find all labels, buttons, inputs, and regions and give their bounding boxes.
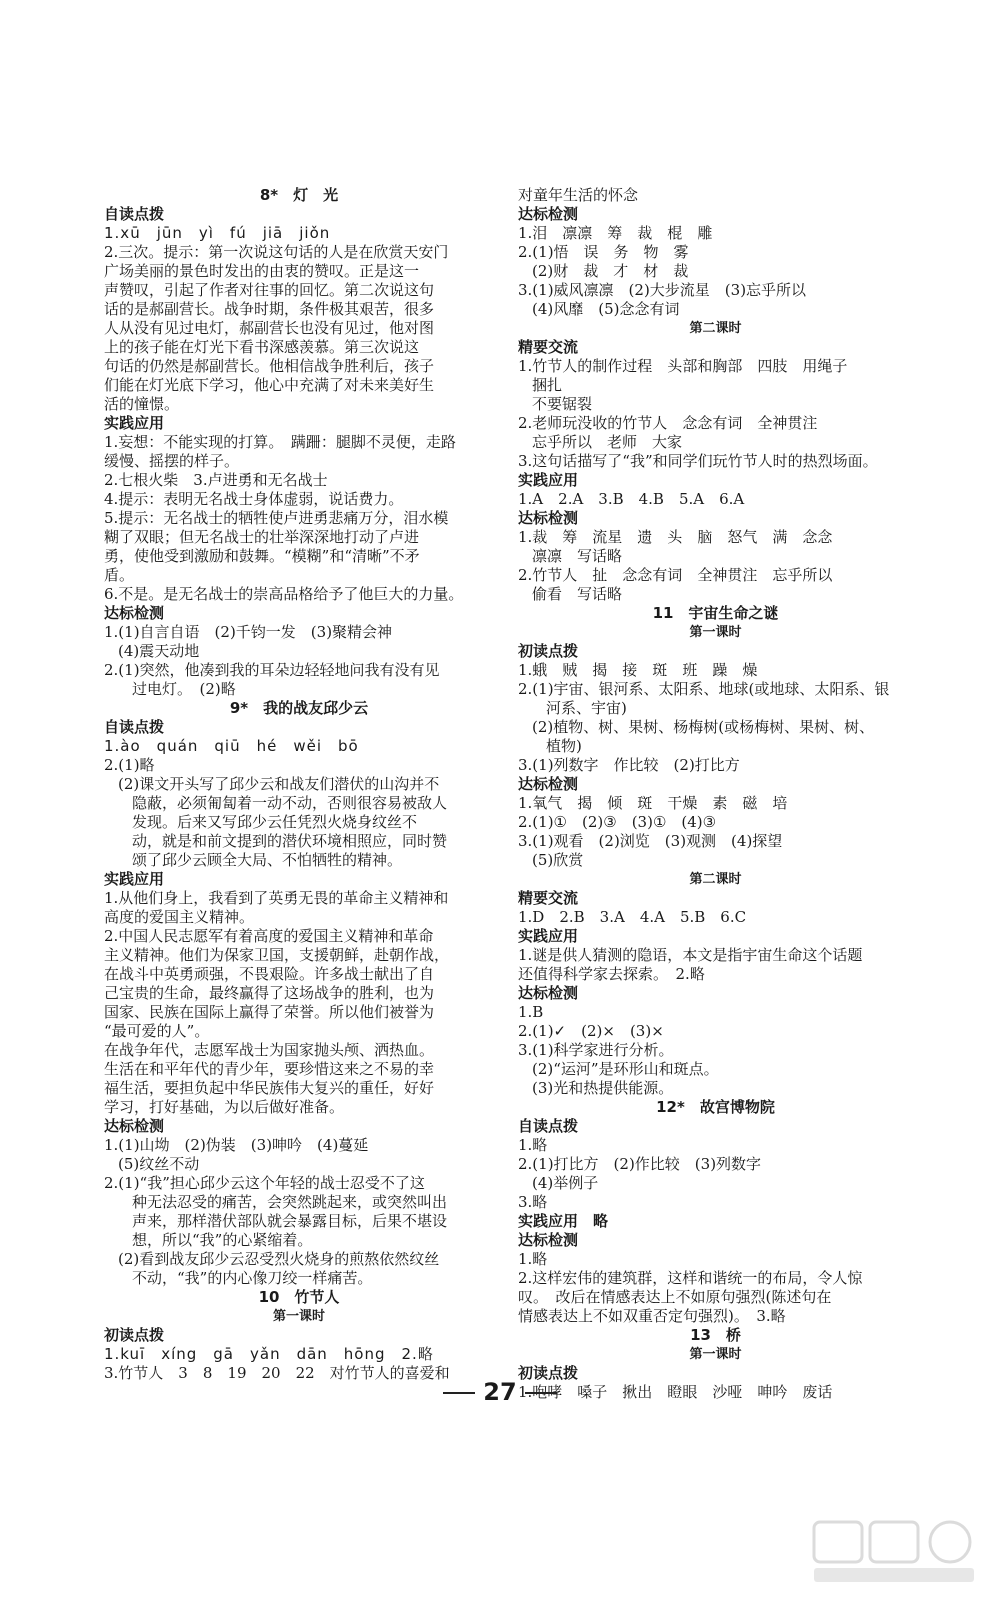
answer-line-indented: 过电灯。 (2)略 <box>132 680 236 698</box>
answer-line: 学习，打好基础，为以后做好准备。 <box>104 1098 345 1116</box>
answer-line: 国家、民族在国际上赢得了荣誉。所以他们被誉为 <box>104 1003 435 1021</box>
section-heading: 实践应用 <box>104 414 165 432</box>
section-heading: 达标检测 <box>104 1117 165 1135</box>
section-heading: 达标检测 <box>518 1231 579 1249</box>
answer-line: 2.(1)突然，他凑到我的耳朵边轻轻地问我有没有见 <box>104 661 440 679</box>
answer-line: 1.B <box>518 1003 544 1021</box>
section-heading: 精要交流 <box>518 889 579 907</box>
answer-line: 句话的仍然是郝副营长。他相信战争胜利后，孩子 <box>104 357 435 375</box>
answer-line: 生活在和平年代的青少年，要珍惜这来之不易的幸 <box>104 1060 435 1078</box>
watermark-logo <box>810 1516 980 1586</box>
section-heading: 初读点拨 <box>518 1364 579 1382</box>
answer-line: 6.不是。是无名战士的崇高品格给予了他巨大的力量。 <box>104 585 464 603</box>
section-heading: 初读点拨 <box>104 1326 165 1344</box>
answer-line: 1.A 2.A 3.B 4.B 5.A 6.A <box>518 490 745 508</box>
pinyin-line: 1.ào quán qiū hé wěi bō <box>104 737 359 755</box>
answer-line-indented: (5)欣赏 <box>532 851 584 869</box>
answer-line: 1.氧气 揭 倾 斑 干燥 素 磁 培 <box>518 794 788 812</box>
answer-line: 人从没有见过电灯，郝副营长也没有见过，他对图 <box>104 319 435 337</box>
answer-line-indented: (2)课文开头写了邱少云和战友们潜伏的山沟并不 <box>118 775 440 793</box>
answer-line: 2.这样宏伟的建筑群，这样和谐统一的布局，令人惊 <box>518 1269 863 1287</box>
section-heading: 自读点拨 <box>518 1117 579 1135</box>
subsection-title: 第二课时 <box>689 321 742 336</box>
answer-line: 糊了双眼；但无名战士的壮举深深地打动了卢进 <box>104 528 420 546</box>
answer-line: 情感表达上不如双重否定句强烈)。 3.略 <box>518 1307 786 1325</box>
answer-line: 4.提示：表明无名战士身体虚弱，说话费力。 <box>104 490 404 508</box>
answer-line: 们能在灯光底下学习，他心中充满了对未来美好生 <box>104 376 435 394</box>
answer-line: 1.(1)山坳 (2)伪装 (3)呻吟 (4)蔓延 <box>104 1136 369 1154</box>
answer-line: 1.D 2.B 3.A 4.A 5.B 6.C <box>518 908 747 926</box>
section-heading: 实践应用 <box>518 927 579 945</box>
answer-line: 1.竹节人的制作过程 头部和胸部 四肢 用绳子 <box>518 357 848 375</box>
subsection-title: 第一课时 <box>272 1309 325 1324</box>
answer-line: 3.(1)科学家进行分析。 <box>518 1041 674 1059</box>
subsection-title: 第一课时 <box>689 625 742 640</box>
answer-line: 话的是郝副营长。战争时期，条件极其艰苦，很多 <box>104 300 435 318</box>
answer-line-indented: 偷看 写话略 <box>532 585 623 603</box>
answer-line-indented: 植物) <box>546 737 582 755</box>
page-number-dash-right <box>525 1392 557 1394</box>
answer-line: 1.(1)自言自语 (2)千钧一发 (3)聚精会神 <box>104 623 393 641</box>
answer-line: 叹。 改后在情感表达上不如原句强烈(陈述句在 <box>518 1288 832 1306</box>
section-heading: 达标检测 <box>104 604 165 622</box>
answer-line-indented: 忘乎所以 老师 大家 <box>532 433 683 451</box>
answer-line-indented: 想，所以“我”的心紧缩着。 <box>132 1231 313 1249</box>
answer-line: 盾。 <box>104 566 135 584</box>
answer-line: 2.竹节人 扯 念念有词 全神贯注 忘乎所以 <box>518 566 833 584</box>
subsection-title: 第一课时 <box>689 1347 742 1362</box>
answer-line: 1.略 <box>518 1136 548 1154</box>
answer-line-indented: 发现。后来又写邱少云任凭烈火烧身纹丝不 <box>132 813 418 831</box>
answer-line: 2.老师玩没收的竹节人 念念有词 全神贯注 <box>518 414 818 432</box>
section-heading: 达标检测 <box>518 775 579 793</box>
answer-line-indented: (2)看到战友邱少云忍受烈火烧身的煎熬依然纹丝 <box>118 1250 440 1268</box>
answer-line: 2.(1)悟 误 务 物 雾 <box>518 243 689 261</box>
answer-line: 声赞叹，引起了作者对往事的回忆。第二次说这句 <box>104 281 435 299</box>
answer-line: 2.(1)① (2)③ (3)① (4)③ <box>518 813 717 831</box>
section-heading: 精要交流 <box>518 338 579 356</box>
answer-line: “最可爱的人”。 <box>104 1022 210 1040</box>
section-title: 9* 我的战友邱少云 <box>229 699 369 717</box>
section-heading: 实践应用 略 <box>518 1212 609 1230</box>
page-number-text: 27 <box>483 1378 517 1406</box>
answer-line: 广场美丽的景色时发出的由衷的赞叹。正是这一 <box>104 262 420 280</box>
section-title: 11 宇宙生命之谜 <box>652 604 779 622</box>
answer-line: 3.(1)列数字 作比较 (2)打比方 <box>518 756 740 774</box>
answer-line-indented: 隐蔽，必须匍匐着一动不动，否则很容易被敌人 <box>132 794 448 812</box>
answer-line: 3.这句话描写了“我”和同学们玩竹节人时的热烈场面。 <box>518 452 878 470</box>
pinyin-line: 1.xū jūn yì fú jiā jiǒn <box>104 224 331 242</box>
answer-line-indented: (4)风靡 (5)念念有词 <box>532 300 680 318</box>
page-number-dash-left <box>443 1392 475 1394</box>
answer-line: 2.(1)✓ (2)× (3)× <box>518 1022 664 1040</box>
section-heading: 达标检测 <box>518 205 579 223</box>
section-heading: 达标检测 <box>518 509 579 527</box>
answer-line: 5.提示：无名战士的牺牲使卢进勇悲痛万分，泪水模 <box>104 509 449 527</box>
answer-line: 己宝贵的生命，最终赢得了这场战争的胜利，也为 <box>104 984 435 1002</box>
section-heading: 自读点拨 <box>104 718 165 736</box>
page-number <box>0 1378 1000 1406</box>
answer-line: 高度的爱国主义精神。 <box>104 908 255 926</box>
answer-line: 2.(1)宇宙、银河系、太阳系、地球(或地球、太阳系、银 <box>518 680 890 698</box>
section-heading: 达标检测 <box>518 984 579 1002</box>
answer-line: 3.竹节人 3 8 19 20 22 对竹节人的喜爱和 <box>104 1364 450 1382</box>
answer-line-indented: 不要锯裂 <box>532 395 593 413</box>
answer-line-indented: (4)举例子 <box>532 1174 599 1192</box>
section-title: 8* 灯 光 <box>259 186 339 204</box>
answer-line-indented: 声来，那样潜伏部队就会暴露目标，后果不堪设 <box>132 1212 448 1230</box>
answer-line-indented: (2)“运河”是环形山和斑点。 <box>532 1060 719 1078</box>
subsection-title: 第二课时 <box>689 872 742 887</box>
answer-line-indented: (5)纹丝不动 <box>118 1155 200 1173</box>
answer-line: 活的憧憬。 <box>104 395 180 413</box>
answer-line: 1.谜是供人猜测的隐语，本文是指宇宙生命这个话题 <box>518 946 863 964</box>
answer-line: 还值得科学家去探索。 2.略 <box>518 965 705 983</box>
answer-line: 1.泪 凛凛 筹 裁 棍 雕 <box>518 224 713 242</box>
right-column <box>518 186 913 1402</box>
answer-line: 在战斗中英勇顽强，不畏艰险。许多战士献出了自 <box>104 965 435 983</box>
answer-line-indented: 河系、宇宙) <box>546 699 627 717</box>
answer-line: 福生活，要担负起中华民族伟大复兴的重任，好好 <box>104 1079 435 1097</box>
answer-line: 3.(1)观看 (2)浏览 (3)观测 (4)探望 <box>518 832 783 850</box>
answer-line: 3.略 <box>518 1193 548 1211</box>
answer-line: 3.(1)威风凛凛 (2)大步流星 (3)忘乎所以 <box>518 281 807 299</box>
answer-line: 2.(1)略 <box>104 756 155 774</box>
answer-line: 1.妄想：不能实现的打算。 蹒跚：腿脚不灵便，走路 <box>104 433 456 451</box>
answer-line-indented: (4)震天动地 <box>118 642 200 660</box>
answer-line: 在战争年代，志愿军战士为国家抛头颅、洒热血。 <box>104 1041 435 1059</box>
answer-line-indented: (3)光和热提供能源。 <box>532 1079 674 1097</box>
answer-line: 勇，使他受到激励和鼓舞。“模糊”和“清晰”不矛 <box>104 547 420 565</box>
answer-line: 对童年生活的怀念 <box>518 186 639 204</box>
answer-line: 1.裁 筹 流星 遗 头 脑 怒气 满 念念 <box>518 528 833 546</box>
section-heading: 自读点拨 <box>104 205 165 223</box>
answer-line-indented: (2)植物、树、果树、杨梅树(或杨梅树、果树、树、 <box>532 718 875 736</box>
answer-line: 2.中国人民志愿军有着高度的爱国主义精神和革命 <box>104 927 434 945</box>
left-column <box>104 186 494 1383</box>
pinyin-line: 1.kuī xíng gā yǎn dān hōng 2.略 <box>104 1345 434 1363</box>
answer-line: 1.从他们身上，我看到了英勇无畏的革命主义精神和 <box>104 889 449 907</box>
answer-line-indented: 颂了邱少云顾全大局、不怕牺牲的精神。 <box>132 851 403 869</box>
answer-line: 1.咆哮 嗓子 揪出 瞪眼 沙哑 呻吟 废话 <box>518 1383 833 1401</box>
answer-line: 缓慢、摇摆的样子。 <box>104 452 240 470</box>
section-title: 12* 故宫博物院 <box>656 1098 775 1116</box>
answer-line: 2.七根火柴 3.卢进勇和无名战士 <box>104 471 328 489</box>
section-title: 13 桥 <box>690 1326 741 1344</box>
answer-line: 2.三次。提示：第一次说这句话的人是在欣赏天安门 <box>104 243 449 261</box>
answer-line-indented: (2)财 裁 才 材 裁 <box>532 262 689 280</box>
answer-line-indented: 动，就是和前文提到的潜伏环境相照应，同时赞 <box>132 832 448 850</box>
answer-line-indented: 种无法忍受的痛苦，会突然跳起来，或突然叫出 <box>132 1193 448 1211</box>
answer-line: 2.(1)打比方 (2)作比较 (3)列数字 <box>518 1155 762 1173</box>
section-heading: 实践应用 <box>104 870 165 888</box>
answer-line-indented: 不动，“我”的内心像刀绞一样痛苦。 <box>132 1269 373 1287</box>
answer-line: 1.蛾 贼 揭 接 斑 班 躁 燥 <box>518 661 758 679</box>
answer-line: 上的孩子能在灯光下看书深感羡慕。第三次说这 <box>104 338 420 356</box>
answer-line-indented: 凛凛 写话略 <box>532 547 623 565</box>
answer-line-indented: 捆扎 <box>532 376 563 394</box>
answer-line: 1.略 <box>518 1250 548 1268</box>
section-heading: 初读点拨 <box>518 642 579 660</box>
section-title: 10 竹节人 <box>258 1288 340 1306</box>
section-heading: 实践应用 <box>518 471 579 489</box>
answer-line: 2.(1)“我”担心邱少云这个年轻的战士忍受不了这 <box>104 1174 425 1192</box>
answer-line: 主义精神。他们为保家卫国，支援朝鲜，赴朝作战， <box>104 946 450 964</box>
